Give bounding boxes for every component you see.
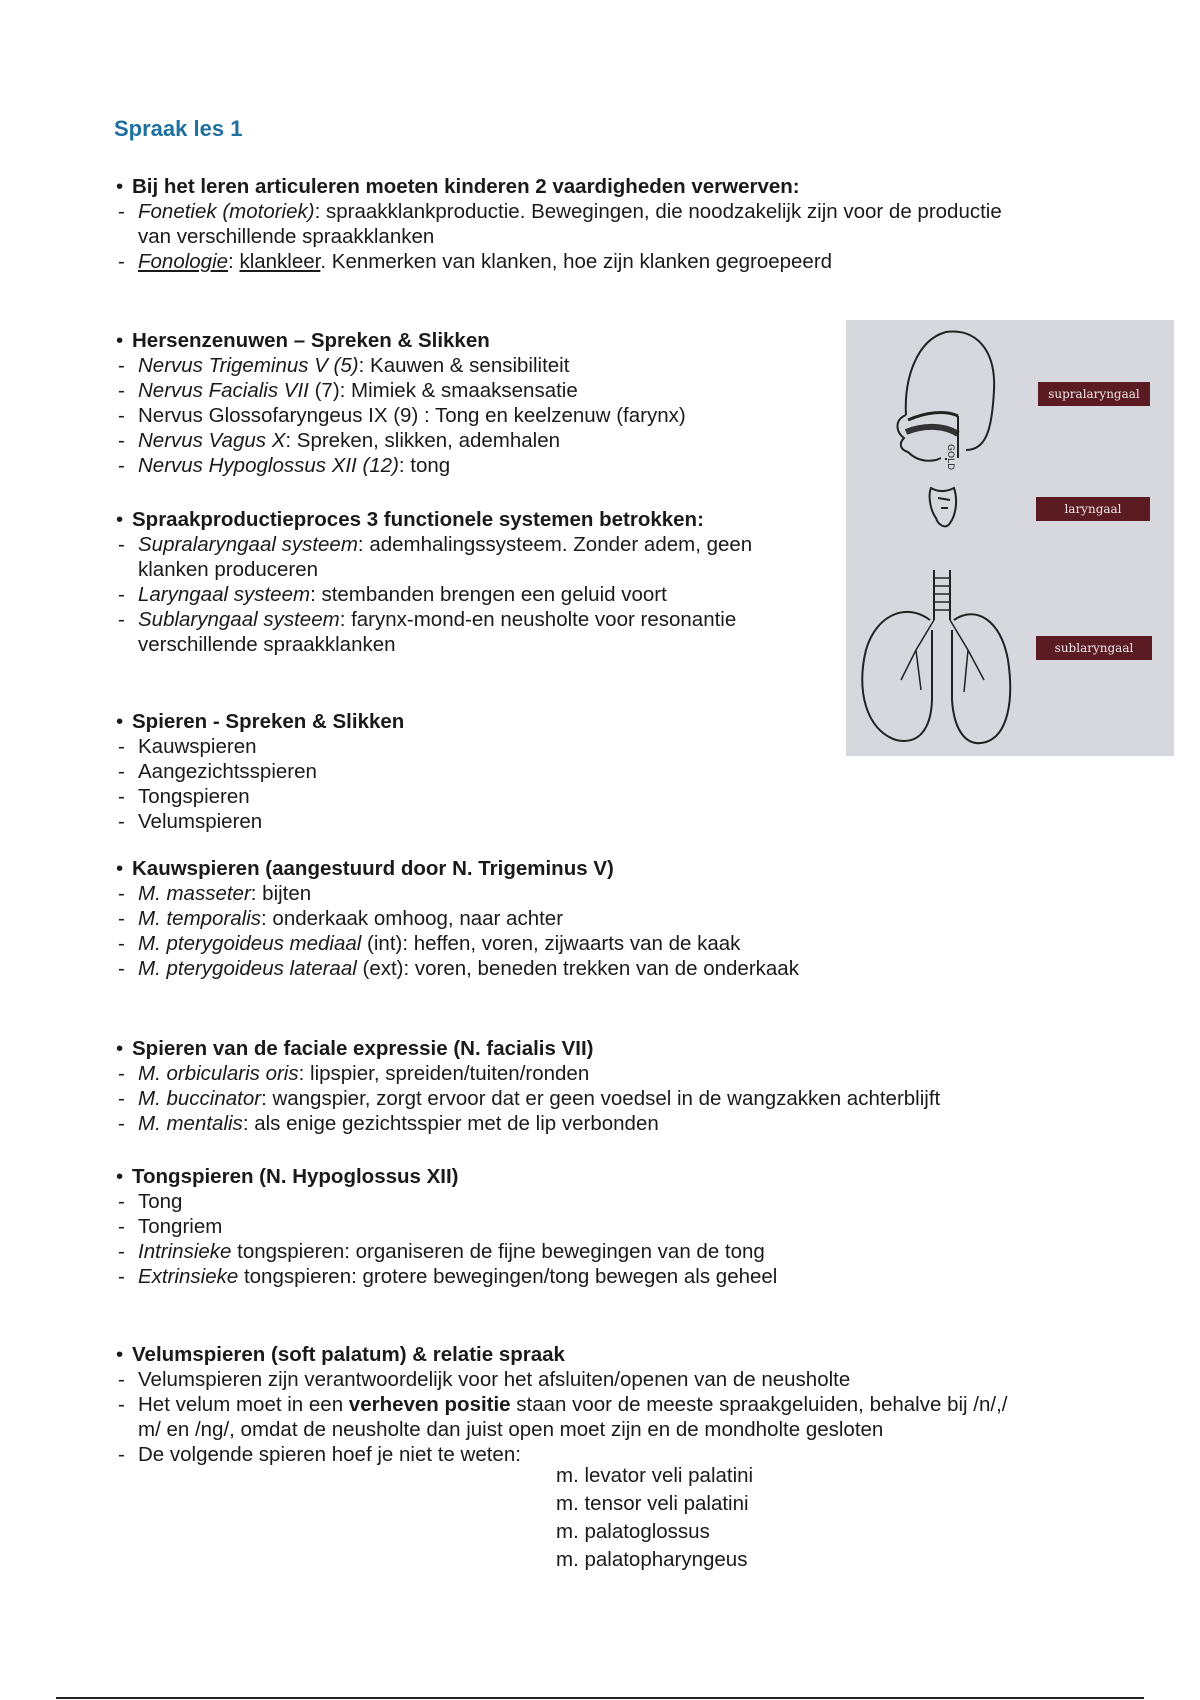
- section-speech-systems: [114, 507, 752, 657]
- face-outline: [898, 415, 942, 461]
- list-item: - Kauwspieren: [114, 734, 404, 759]
- velum-muscle-list: [556, 1462, 753, 1574]
- right-lung: [952, 614, 1010, 743]
- section-heading: • Spieren - Spreken & Slikken: [114, 709, 404, 734]
- list-item: - Extrinsieke tongspieren: grotere bewegingen/tong bewegen als geheel: [114, 1264, 777, 1289]
- muscle-name: m. tensor veli palatini: [556, 1492, 749, 1515]
- speech-systems-figure: [846, 320, 1174, 756]
- left-lung: [862, 612, 932, 741]
- list-item: - Tongriem: [114, 1214, 777, 1239]
- section-heading: • Velumspieren (soft palatum) & relatie spraak: [114, 1342, 1007, 1367]
- mouth-cavity: [906, 427, 958, 434]
- list-item-continuation: verschillende spraakklanken: [138, 633, 396, 656]
- section-heading: • Hersenzenuwen – Spreken & Slikken: [114, 328, 686, 353]
- footer-divider: [56, 1697, 1144, 1699]
- label-laryngaal: laryngaal: [1036, 497, 1150, 521]
- larynx-detail: [938, 498, 950, 508]
- list-item: - Tong: [114, 1189, 777, 1214]
- list-item: - M. orbicularis oris: lipspier, spreiden/tuiten/ronden: [114, 1061, 940, 1086]
- trachea-rings: [934, 578, 950, 610]
- list-item: - Het velum moet in een verheven positie staan voor de meeste spraakgeluiden, behalve bij /n/,/: [114, 1392, 1007, 1417]
- list-item: - M. buccinator: wangspier, zorgt ervoor dat er geen voedsel in de wangzakken achterblijft: [114, 1086, 940, 1111]
- list-item: - Nervus Glossofaryngeus IX (9) : Tong en keelzenuw (farynx): [114, 403, 686, 428]
- section-heading: • Tongspieren (N. Hypoglossus XII): [114, 1164, 777, 1189]
- section-velum-muscles: [114, 1342, 1007, 1467]
- list-item: - Velumspieren zijn verantwoordelijk voor het afsluiten/openen van de neusholte: [114, 1367, 1007, 1392]
- list-item: - Intrinsieke tongspieren: organiseren de fijne bewegingen van de tong: [114, 1239, 777, 1264]
- section-chewing-muscles: [114, 856, 799, 981]
- list-item: - Fonologie: klankleer. Kenmerken van klanken, hoe zijn klanken gegroepeerd: [114, 249, 1002, 274]
- list-item: - Sublaryngaal systeem: farynx-mond-en neusholte voor resonantie: [114, 607, 752, 632]
- list-item: - Nervus Facialis VII (7): Mimiek & smaaksensatie: [114, 378, 686, 403]
- muscle-name: m. palatoglossus: [556, 1520, 710, 1543]
- bronchi: [901, 620, 984, 692]
- section-articulation: [114, 174, 1002, 274]
- list-item: - M. mentalis: als enige gezichtsspier met de lip verbonden: [114, 1111, 940, 1136]
- list-item: - Nervus Hypoglossus XII (12): tong: [114, 453, 686, 478]
- section-facial-muscles: [114, 1036, 940, 1136]
- list-item: - M. masseter: bijten: [114, 881, 799, 906]
- section-heading: • Kauwspieren (aangestuurd door N. Trigeminus V): [114, 856, 799, 881]
- page-title: Spraak les 1: [114, 116, 243, 141]
- list-item: - M. temporalis: onderkaak omhoog, naar achter: [114, 906, 799, 931]
- list-item: - Supralaryngaal systeem: ademhalingssysteem. Zonder adem, geen: [114, 532, 752, 557]
- section-heading: • Spraakproductieproces 3 functionele systemen betrokken:: [114, 507, 752, 532]
- list-item: - Aangezichtsspieren: [114, 759, 404, 784]
- list-item: - M. pterygoideus lateraal (ext): voren, beneden trekken van de onderkaak: [114, 956, 799, 981]
- list-item: - Fonetiek (motoriek): spraakklankproductie. Bewegingen, die noodzakelijk zijn voor de productie: [114, 199, 1002, 224]
- list-item: - Laryngaal systeem: stembanden brengen een geluid voort: [114, 582, 752, 607]
- list-item: - M. pterygoideus mediaal (int): heffen, voren, zijwaarts van de kaak: [114, 931, 799, 956]
- section-cranial-nerves: [114, 328, 686, 478]
- muscle-name: m. palatopharyngeus: [556, 1548, 748, 1571]
- list-item: - Tongspieren: [114, 784, 404, 809]
- section-heading: • Spieren van de faciale expressie (N. facialis VII): [114, 1036, 940, 1061]
- list-item: - Velumspieren: [114, 809, 404, 834]
- label-sublaryngaal: sublaryngaal: [1036, 636, 1152, 660]
- label-supralaryngaal: supralaryngaal: [1038, 382, 1150, 406]
- list-item: - Nervus Trigeminus V (5): Kauwen & sensibiliteit: [114, 353, 686, 378]
- muscle-name: m. levator veli palatini: [556, 1464, 754, 1487]
- list-item: - Nervus Vagus X: Spreken, slikken, ademhalen: [114, 428, 686, 453]
- list-item-continuation: van verschillende spraakklanken: [138, 225, 435, 248]
- section-muscles: [114, 709, 404, 834]
- list-item-continuation: m/ en /ng/, omdat de neusholte dan juist open moet zijn en de mondholte gesloten: [138, 1418, 884, 1441]
- section-heading: • Bij het leren articuleren moeten kinderen 2 vaardigheden verwerven:: [114, 174, 1002, 199]
- nasal-cavity: [908, 413, 958, 420]
- list-item: - De volgende spieren hoef je niet te weten:: [114, 1442, 1007, 1467]
- handwritten-gold: GOLD: [945, 444, 955, 471]
- list-item-continuation: klanken produceren: [138, 558, 319, 581]
- section-tongue-muscles: [114, 1164, 777, 1289]
